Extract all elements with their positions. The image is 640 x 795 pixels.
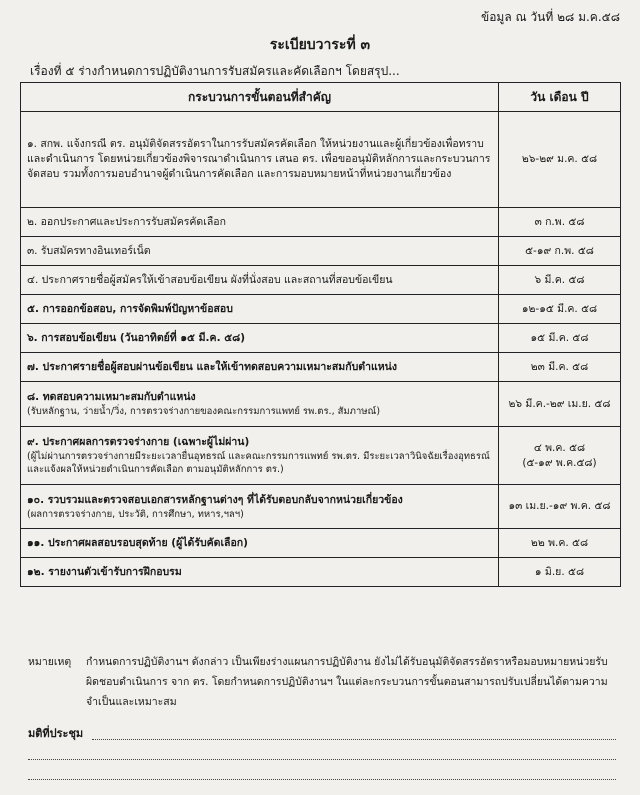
table-row (21, 382, 621, 427)
step-date: ๑ มิ.ย. ๕๘ (534, 565, 585, 578)
process-step-text: ๗. ประกาศรายชื่อผู้สอบผ่านข้อเขียน และให้เข้าทดสอบความเหมาะสมกับตำแหน่ง (27, 360, 397, 373)
resolution-line[interactable] (28, 758, 616, 760)
date-cell (499, 237, 621, 266)
date-cell (499, 427, 621, 485)
date-cell (499, 324, 621, 353)
resolution-line[interactable] (28, 778, 616, 780)
date-cell (499, 266, 621, 295)
subject-line: เรื่องที่ ๕ ร่างกำหนดการปฏิบัติงานการรับสมัครและคัดเลือกฯ โดยสรุป... (30, 64, 400, 78)
date-cell (499, 208, 621, 237)
step-date: ๒๖ มี.ค.-๒๙ เม.ย. ๕๘ (508, 397, 611, 410)
process-step-text: ๑๐. รวบรวมและตรวจสอบเอกสารหลักฐานต่างๆ ที่ได้รับตอบกลับจากหน่วยเกี่ยวข้อง (27, 493, 403, 506)
date-cell (499, 295, 621, 324)
process-step-text: ๘. ทดสอบความเหมาะสมกับตำแหน่ง (27, 391, 196, 403)
step-date: ๑๓ เม.ย.-๑๙ พ.ค. ๕๘ (508, 500, 611, 512)
step-date: ๑๕ มี.ค. ๕๘ (530, 331, 589, 344)
table-row (21, 295, 621, 324)
step-date: ๕-๑๙ ก.พ. ๕๘ (525, 244, 594, 257)
process-cell (21, 112, 499, 208)
process-cell (21, 295, 499, 324)
table-row (21, 485, 621, 529)
column-header-date: วัน เดือน ปี (499, 83, 621, 112)
process-step-text: ๔. ประกาศรายชื่อผู้สมัครให้เข้าสอบข้อเขียน ผังที่นั่งสอบ และสถานที่สอบข้อเขียน (27, 273, 393, 286)
remark-label: หมายเหตุ (28, 656, 72, 668)
process-cell (21, 427, 499, 485)
step-date: ๒๖-๒๙ ม.ค. ๕๘ (521, 153, 598, 165)
step-date: ๒๒ พ.ค. ๕๘ (530, 536, 589, 549)
table-header-row (21, 83, 621, 112)
process-cell (21, 324, 499, 353)
process-cell (21, 382, 499, 427)
process-step-text: ๖. การสอบข้อเขียน (วันอาทิตย์ที่ ๑๕ มี.ค. ๕๘) (27, 331, 246, 344)
remark (28, 652, 618, 712)
process-step-text: ๒. ออกประกาศและประการรับสมัครคัดเลือก (27, 215, 226, 228)
schedule-table (20, 82, 621, 587)
process-step-detail: (ผู้ไม่ผ่านการตรวจร่างกายมีระยะเวลายื่นอุทธรณ์ และคณะกรรมการแพทย์ รพ.ตร. มีระยะเวลาวินิจฉัยเรื่องอุทธรณ์และแจ้งผลให้หน่วยดำเนินการคัดเลือก ตามอนุมัติหลักการ ตร.) (27, 451, 490, 475)
table-row (21, 324, 621, 353)
date-cell (499, 485, 621, 529)
table-row (21, 558, 621, 587)
process-cell (21, 529, 499, 558)
process-cell (21, 237, 499, 266)
step-date: ๑๒-๑๕ มี.ค. ๕๘ (521, 302, 598, 315)
process-cell (21, 558, 499, 587)
process-step-text: ๓. รับสมัครทางอินเทอร์เน็ต (27, 244, 151, 257)
process-step-text: ๕. การออกข้อสอบ, การจัดพิมพ์ปัญหาข้อสอบ (27, 302, 233, 315)
process-step-text: ๙. ประกาศผลการตรวจร่างกาย (เฉพาะผู้ไม่ผ่าน) (27, 436, 250, 448)
step-date: ๔ พ.ค. ๕๘ (533, 441, 586, 454)
table-row (21, 112, 621, 208)
step-date: ๓ ก.พ. ๕๘ (534, 215, 585, 228)
process-step-text: ๑๑. ประกาศผลสอบรอบสุดท้าย (ผู้ได้รับคัดเลือก) (27, 536, 248, 549)
column-header-process: กระบวนการขั้นตอนที่สำคัญ (21, 83, 499, 112)
date-cell (499, 382, 621, 427)
data-date-note: ข้อมูล ณ วันที่ ๒๘ ม.ค.๕๘ (481, 10, 620, 24)
process-step-text: ๑. สกพ. แจ้งกรณี ตร. อนุมัติจัดสรรอัตราในการรับสมัครคัดเลือก ให้หน่วยงานและผู้เกี่ยวข้องเพื่อทราบและดำเนินการ โดยหน่วยเกี่ยวข้องพิจารณาดำเนินการ เสนอ ตร. เพื่อขออนุมัติหลักการและกระบวนการจัดสอบ รวมทั้งการมอบอำนาจผู้ดำเนินการคัดเลือก และการมอบหมายหน้าที่หน่วยงานเกี่ยวข้อง (27, 138, 491, 180)
process-cell (21, 353, 499, 382)
table-row (21, 237, 621, 266)
process-cell (21, 485, 499, 529)
process-step-detail: (ผลการตรวจร่างกาย, ประวัติ, การศึกษา, ทหาร,ฯลฯ) (27, 508, 244, 520)
date-cell (499, 112, 621, 208)
process-cell (21, 208, 499, 237)
process-cell (21, 266, 499, 295)
remark-text: กำหนดการปฏิบัติงานฯ ดังกล่าว เป็นเพียงร่างแผนการปฏิบัติงาน ยังไม่ได้รับอนุมัติจัดสรรอัตราหรือมอบหมายหน่วยรับผิดชอบดำเนินการ จาก ตร. โดยกำหนดการปฏิบัติงานฯ ในแต่ละกระบวนการขั้นตอนสามารถปรับเปลี่ยนได้ตามความจำเป็นและเหมาะสม (86, 656, 608, 708)
process-step-detail: (รับหลักฐาน, ว่ายน้ำ/วิ่ง, การตรวจร่างกายของคณะกรรมการแพทย์ รพ.ตร., สัมภาษณ์) (27, 406, 381, 417)
date-cell (499, 353, 621, 382)
table-row (21, 266, 621, 295)
step-date-secondary: (๕-๑๙ พ.ค.๕๘) (522, 456, 597, 469)
date-cell (499, 558, 621, 587)
table-row (21, 427, 621, 485)
date-cell (499, 529, 621, 558)
resolution-line[interactable] (92, 738, 616, 740)
meeting-resolution-label: มติที่ประชุม (28, 727, 84, 740)
step-date: ๒๓ มี.ค. ๕๘ (530, 360, 589, 373)
agenda-title: ระเบียบวาระที่ ๓ (269, 37, 371, 53)
table-row (21, 353, 621, 382)
process-step-text: ๑๒. รายงานตัวเข้ารับการฝึกอบรม (27, 565, 182, 578)
table-row (21, 529, 621, 558)
step-date: ๖ มี.ค. ๕๘ (534, 273, 585, 286)
table-row (21, 208, 621, 237)
